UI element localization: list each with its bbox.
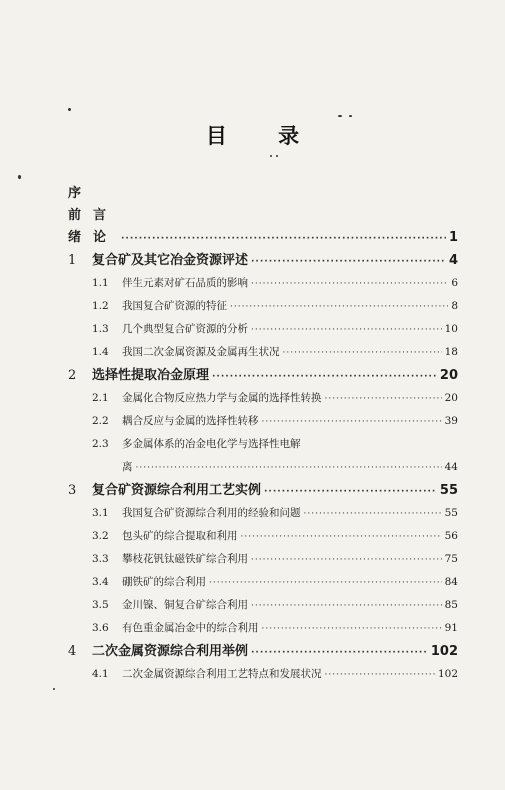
dot-leader: [283, 342, 442, 365]
toc-entry-xulun: [68, 227, 458, 249]
toc-number: 1.1: [92, 277, 109, 289]
dot-leader: [230, 296, 448, 319]
toc-number: 1.2: [92, 300, 109, 312]
dot-leader: [264, 481, 437, 504]
toc-page-number: 102: [437, 668, 458, 680]
toc-entry-s2-2: [68, 410, 458, 433]
toc-page-number: 20: [444, 392, 458, 404]
toc-page-number: 91: [444, 622, 458, 634]
dot-leader: [136, 457, 442, 480]
toc-title: 我国复合矿资源综合利用的经验和问题: [122, 507, 301, 519]
dot-leader: [209, 572, 442, 595]
toc-title: 复合矿及其它冶金资源评述: [92, 253, 249, 268]
scan-speck: [68, 108, 71, 111]
toc-page-number: 84: [444, 576, 458, 588]
dot-leader: [212, 366, 437, 389]
scan-speck: [338, 115, 342, 117]
scan-speck: [349, 115, 352, 117]
dot-leader: [251, 595, 442, 618]
toc-number: 3.3: [92, 553, 109, 565]
dot-leader: [251, 273, 448, 296]
dot-leader: [251, 251, 446, 274]
toc-entry-s3-5: [68, 594, 458, 617]
toc-page-number: 1: [448, 230, 458, 245]
toc-number: 3.5: [92, 599, 109, 611]
dot-leader: [262, 618, 442, 641]
toc-title: 包头矿的综合提取和利用: [122, 530, 238, 542]
toc-entry-s1-3: [68, 318, 458, 341]
toc-title: 序: [68, 186, 94, 201]
toc-title: 二次金属资源综合利用举例: [92, 644, 249, 659]
toc-title: 硼铁矿的综合利用: [122, 576, 206, 588]
toc-number: 2: [68, 368, 77, 383]
toc-entry-s1-2: [68, 295, 458, 318]
scan-speck: [53, 688, 55, 690]
toc-title: 二次金属资源综合利用工艺特点和发展状况: [122, 668, 322, 680]
toc-number: 1.3: [92, 323, 109, 335]
dot-leader: [325, 664, 435, 687]
toc-page-number: 55: [439, 483, 458, 498]
toc-title: 耦合反应与金属的选择性转移: [122, 415, 259, 427]
toc-title: 金川镍、铜复合矿综合利用: [122, 599, 248, 611]
toc-entry-ch2: [68, 364, 458, 387]
toc-page-number: 102: [430, 644, 458, 659]
toc-number: 1.4: [92, 346, 109, 358]
toc-entry-s3-6: [68, 617, 458, 640]
toc-entry-s3-1: [68, 502, 458, 525]
dot-leader: [325, 388, 442, 411]
toc-entry-ch3: [68, 479, 458, 502]
toc-number: 2.1: [92, 392, 109, 404]
toc-entry-s2-3: [68, 433, 458, 456]
toc-title: 我国复合矿资源的特征: [122, 300, 227, 312]
dot-leader: [251, 319, 442, 342]
page-title: 目 录: [205, 124, 322, 148]
toc-page-number: 6: [451, 277, 458, 289]
dot-leader: [251, 549, 442, 572]
toc-number: 4: [68, 644, 77, 659]
toc-title: 复合矿资源综合利用工艺实例: [92, 483, 262, 498]
toc-title: 选择性提取冶金原理: [92, 368, 210, 383]
toc-entry-s1-1: [68, 272, 458, 295]
toc-entry-ch4: [68, 640, 458, 663]
dot-leader: [304, 503, 442, 526]
dot-leader: [262, 411, 442, 434]
toc-entry-s3-3: [68, 548, 458, 571]
toc-entry-ch1: [68, 249, 458, 272]
toc-number: 3.6: [92, 622, 109, 634]
toc-entry-s1-4: [68, 341, 458, 364]
toc-title: 多金属体系的冶金电化学与选择性电解: [122, 438, 301, 450]
scan-speck: [276, 155, 278, 157]
toc-page-number: 20: [439, 368, 458, 383]
dot-leader: [241, 526, 442, 549]
toc-page-number: 75: [444, 553, 458, 565]
toc-title: 我国二次金属资源及金属再生状况: [122, 346, 280, 358]
toc-number: 3.4: [92, 576, 109, 588]
toc-page-number: 44: [444, 461, 458, 473]
toc-number: 2.3: [92, 438, 109, 450]
toc-title: 离: [122, 461, 133, 473]
toc-title: 有色重金属冶金中的综合利用: [122, 622, 259, 634]
toc-page-number: 85: [444, 599, 458, 611]
toc-entry-qianyan: [68, 205, 458, 227]
toc-title: 攀枝花钒钛磁铁矿综合利用: [122, 553, 248, 565]
toc-title: 几个典型复合矿资源的分析: [122, 323, 248, 335]
toc-entry-s2-3b: [68, 456, 458, 479]
scan-speck: [270, 155, 272, 157]
toc-page-number: 4: [448, 253, 458, 268]
toc-page-number: 18: [444, 346, 458, 358]
toc-page-number: 39: [444, 415, 458, 427]
toc-title: 绪论: [68, 230, 119, 245]
toc-title: 前言: [68, 208, 119, 223]
toc-page-number: 55: [444, 507, 458, 519]
toc-title: 金属化合物反应热力学与金属的选择性转换: [122, 392, 322, 404]
toc-title: 伴生元素对矿石品质的影响: [122, 277, 248, 289]
toc-entry-xu: [68, 183, 458, 205]
dot-leader: [251, 642, 428, 665]
toc-page-number: 10: [444, 323, 458, 335]
toc-entry-s4-1: [68, 663, 458, 686]
toc-page-number: 8: [451, 300, 458, 312]
toc-number: 3.1: [92, 507, 109, 519]
toc-number: 4.1: [92, 668, 109, 680]
toc-number: 1: [68, 253, 77, 268]
toc-page-number: 56: [444, 530, 458, 542]
scan-speck: [18, 175, 21, 179]
toc-entry-s3-2: [68, 525, 458, 548]
toc-number: 3: [68, 483, 77, 498]
toc-number: 2.2: [92, 415, 109, 427]
toc-entry-s2-1: [68, 387, 458, 410]
table-of-contents: [68, 183, 458, 686]
toc-entry-s3-4: [68, 571, 458, 594]
dot-leader: [121, 228, 446, 250]
toc-number: 3.2: [92, 530, 109, 542]
